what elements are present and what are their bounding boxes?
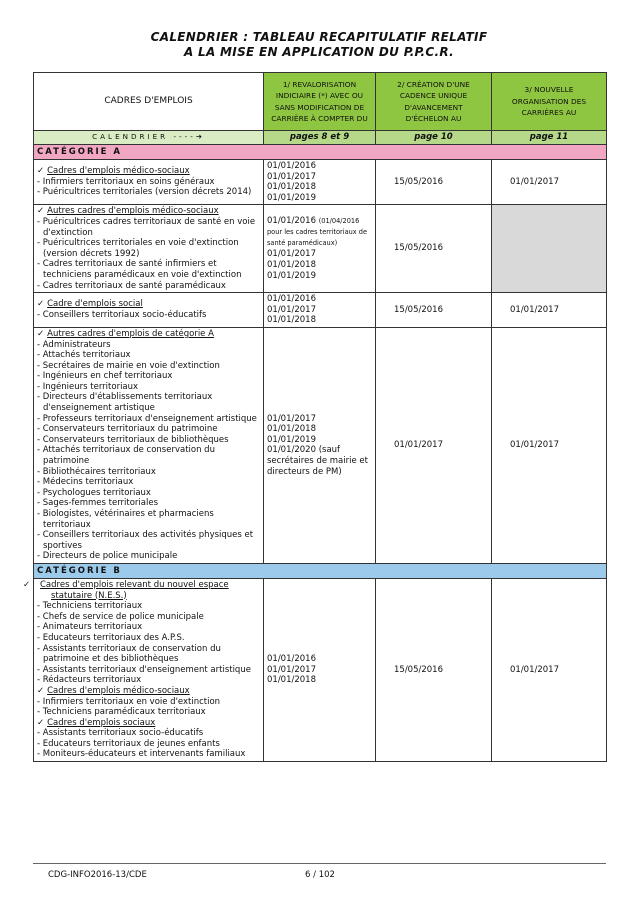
date-value: 01/01/2018 xyxy=(267,259,316,270)
category-b-label: CATÉGORIE B xyxy=(34,563,607,578)
header-col3-line: 3/ NOUVELLE xyxy=(524,85,574,95)
calendar-page-col1: pages 8 et 9 xyxy=(264,131,376,145)
list-item: - Administrateurs xyxy=(37,339,111,350)
revalorisation-cell xyxy=(264,327,376,563)
header-col2-line: D'ÉCHELON AU xyxy=(405,114,462,123)
check-icon: ✓ xyxy=(37,328,45,339)
revalorisation-cell xyxy=(264,205,376,293)
table-row xyxy=(34,578,607,761)
list-item: - Rédacteurs territoriaux xyxy=(37,675,142,686)
header-col3-line: ORGANISATION DES xyxy=(511,96,587,106)
group-heading: Cadres d'emplois médico-sociaux xyxy=(47,166,190,177)
cadres-cell xyxy=(34,293,264,328)
table-row xyxy=(34,327,607,563)
date-value: 01/01/2018 xyxy=(267,182,316,193)
organisation-cell: 01/01/2017 xyxy=(492,160,607,205)
header-col1-line: INDICIAIRE (*) AVEC OU xyxy=(275,91,364,100)
list-item: - Cadres territoriaux de santé infirmiers et techniciens paramédicaux en voie d'extinction xyxy=(37,259,242,280)
date-value: 01/01/2016 xyxy=(267,654,316,665)
category-a-row xyxy=(34,145,607,160)
list-item: - Animateurs territoriaux xyxy=(37,622,143,633)
calendar-row xyxy=(34,131,607,145)
list-item: - Puéricultrices territoriales (version décrets 2014) xyxy=(37,187,252,198)
cadres-cell xyxy=(34,327,264,563)
list-item: - Conservateurs territoriaux de bibliothèques xyxy=(37,434,229,445)
organisation-cell: 01/01/2017 xyxy=(492,327,607,563)
list-item: - Chefs de service de police municipale xyxy=(37,611,204,622)
category-a-label: CATÉGORIE A xyxy=(34,145,607,160)
organisation-cell-empty xyxy=(492,205,607,293)
date-value: 01/01/2017 xyxy=(267,664,316,675)
table-row xyxy=(34,160,607,205)
list-item: - Moniteurs-éducateurs et intervenants familiaux xyxy=(37,749,246,760)
check-icon: ✓ xyxy=(37,166,45,177)
footer-reference: CDG-INFO2016-13/CDE xyxy=(48,870,147,880)
list-item: - Techniciens territoriaux xyxy=(37,601,143,612)
list-item: - Infirmiers territoriaux en soins généraux xyxy=(37,176,215,187)
header-col2-line: D'AVANCEMENT xyxy=(404,102,463,112)
date-value: 01/01/2018 xyxy=(267,675,316,686)
list-item: - Conseillers territoriaux des activités physiques et sportives xyxy=(37,530,254,551)
list-item: - Educateurs territoriaux des A.P.S. xyxy=(37,632,185,643)
table-header-row xyxy=(34,73,607,131)
cadres-cell xyxy=(34,160,264,205)
group-heading: Cadre d'emplois social xyxy=(47,299,143,310)
date-value: 01/01/2017 xyxy=(267,413,316,424)
list-item: - Ingénieurs territoriaux xyxy=(37,381,139,392)
list-item: - Professeurs territoriaux d'enseignement artistique xyxy=(37,413,257,424)
list-item: - Sages-femmes territoriales xyxy=(37,498,159,509)
list-item: - Conservateurs territoriaux du patrimoine xyxy=(37,424,218,435)
list-item: - Conseillers territoriaux socio-éducatifs xyxy=(37,310,207,321)
list-item: - Ingénieurs en chef territoriaux xyxy=(37,371,173,382)
header-col3 xyxy=(492,73,607,131)
list-item: - Educateurs territoriaux de jeunes enfants xyxy=(37,738,220,749)
list-item: - Puéricultrices territoriales en voie d'extinction (version décrets 1992) xyxy=(37,238,239,259)
group-heading: Cadres d'emplois médico-sociaux xyxy=(47,685,190,696)
organisation-cell: 01/01/2017 xyxy=(492,578,607,761)
list-item: - Cadres territoriaux de santé paramédicaux xyxy=(37,280,226,291)
cadence-cell: 15/05/2016 xyxy=(376,205,492,293)
calendar-page-col3: page 11 xyxy=(492,131,607,145)
revalorisation-cell xyxy=(264,578,376,761)
document-title-line1: CALENDRIER : TABLEAU RECAPITULATIF RELATIF xyxy=(150,30,488,44)
cadres-cell: ✓ Cadres d'emplois relevant du nouvel espace statutaire (N.E.S.) - Techniciens territoriaux - Chefs de service de police municipale - Animateurs territoriaux - Educateurs territoriaux des A.P.S. - Assistants territoriaux de conservation du patrimoine et des bibliothèques - Assistants territoriaux d'enseignement artistique - Rédacteurs territoriaux ✓ Cadres d'emplois médico-sociaux - Infirmiers territoriaux en voie d'extinction - Techniciens paramédicaux territoriaux ✓ Cadres d'emplois sociaux - Assistants territoriaux socio-éducatifs - Educateurs territoriaux de jeunes enfants - Moniteurs-éducateurs et intervenants familiaux xyxy=(34,578,264,761)
date-value: 01/01/2017 xyxy=(267,304,316,315)
list-item: - Infirmiers territoriaux en voie d'extinction xyxy=(37,696,221,707)
check-icon: ✓ xyxy=(37,206,45,217)
list-item: - Bibliothécaires territoriaux xyxy=(37,466,156,477)
check-icon: ✓ xyxy=(37,717,45,728)
list-item: - Assistants territoriaux socio-éducatifs xyxy=(37,728,204,739)
date-note: (01/04/2016 pour les cadres territoriaux de santé paramédicaux) xyxy=(267,217,368,248)
header-col2-line: CADENCE UNIQUE xyxy=(399,91,468,100)
document-title-line2: A LA MISE EN APPLICATION DU P.P.C.R. xyxy=(183,45,454,59)
date-value: 01/01/2017 xyxy=(267,249,316,260)
header-col1 xyxy=(264,73,376,131)
list-item: - Psychologues territoriaux xyxy=(37,487,151,498)
group-heading: Cadres d'emplois relevant du nouvel espace statutaire (N.E.S.) xyxy=(40,579,229,601)
header-col1-line: CARRIÈRE À COMPTER DU xyxy=(271,114,368,123)
table-row xyxy=(34,293,607,328)
date-value: 01/01/2018 xyxy=(267,315,316,326)
footer-divider xyxy=(33,863,606,864)
recap-table xyxy=(23,72,607,762)
list-item: - Attachés territoriaux de conservation du patrimoine xyxy=(37,445,215,467)
check-icon: ✓ xyxy=(37,299,45,310)
table-row xyxy=(34,205,607,293)
date-value: 01/01/2017 xyxy=(267,171,316,182)
header-col2-line: 2/ CRÉATION D'UNE xyxy=(397,79,470,89)
cadence-cell: 01/01/2017 xyxy=(376,327,492,563)
group-heading: Cadres d'emplois sociaux xyxy=(47,717,156,728)
page-number: 6 / 102 xyxy=(305,870,335,880)
list-item: - Techniciens paramédicaux territoriaux xyxy=(37,707,206,718)
header-col1-line: SANS MODIFICATION DE xyxy=(274,102,365,112)
date-value: 01/01/2016 xyxy=(267,161,316,171)
list-item: - Directeurs d'établissements territoriaux d'enseignement artistique xyxy=(37,392,213,414)
list-item: - Assistants territoriaux d'enseignement artistique xyxy=(37,664,251,675)
list-item: - Directeurs de police municipale xyxy=(37,551,178,562)
list-item: - Médecins territoriaux xyxy=(37,477,134,488)
cadence-cell: 15/05/2016 xyxy=(376,293,492,328)
list-item: - Attachés territoriaux xyxy=(37,350,131,361)
header-col2 xyxy=(376,73,492,131)
group-heading: Autres cadres d'emplois de catégorie A xyxy=(47,328,214,339)
header-cadres: CADRES D'EMPLOIS xyxy=(34,73,264,131)
list-item: - Biologistes, vétérinaires et pharmaciens territoriaux xyxy=(37,509,214,530)
list-item: - Secrétaires de mairie en voie d'extinction xyxy=(37,360,220,371)
date-value: 01/01/2016 xyxy=(267,294,316,305)
header-col3-line: CARRIÈRES AU xyxy=(521,108,577,118)
list-item: - Puéricultrices cadres territoriaux de santé en voie d'extinction xyxy=(37,216,256,238)
cadres-cell xyxy=(34,205,264,293)
cadence-cell: 15/05/2016 xyxy=(376,160,492,205)
group-heading: Autres cadres d'emplois médico-sociaux xyxy=(47,206,219,217)
date-value: 01/01/2018 xyxy=(267,424,316,435)
header-col1-line: 1/ REVALORISATION xyxy=(282,79,357,89)
category-b-row xyxy=(34,563,607,578)
date-value: 01/01/2019 xyxy=(267,270,316,281)
date-value: 01/01/2019 xyxy=(267,434,316,445)
date-value: 01/01/2020 (sauf secrétaires de mairie et directeurs de PM) xyxy=(267,445,368,477)
calendar-label: CALENDRIER ----➔ xyxy=(34,131,264,145)
list-item: - Assistants territoriaux de conservation du patrimoine et des bibliothèques xyxy=(37,643,221,665)
organisation-cell: 01/01/2017 xyxy=(492,293,607,328)
date-value: 01/01/2016 xyxy=(267,216,316,227)
date-value: 01/01/2019 xyxy=(267,192,316,203)
cadence-cell: 15/05/2016 xyxy=(376,578,492,761)
revalorisation-cell xyxy=(264,293,376,328)
calendar-page-col2: page 10 xyxy=(376,131,492,145)
revalorisation-cell xyxy=(264,160,376,205)
date-first-wrap xyxy=(267,216,372,249)
check-icon: ✓ xyxy=(37,685,45,696)
